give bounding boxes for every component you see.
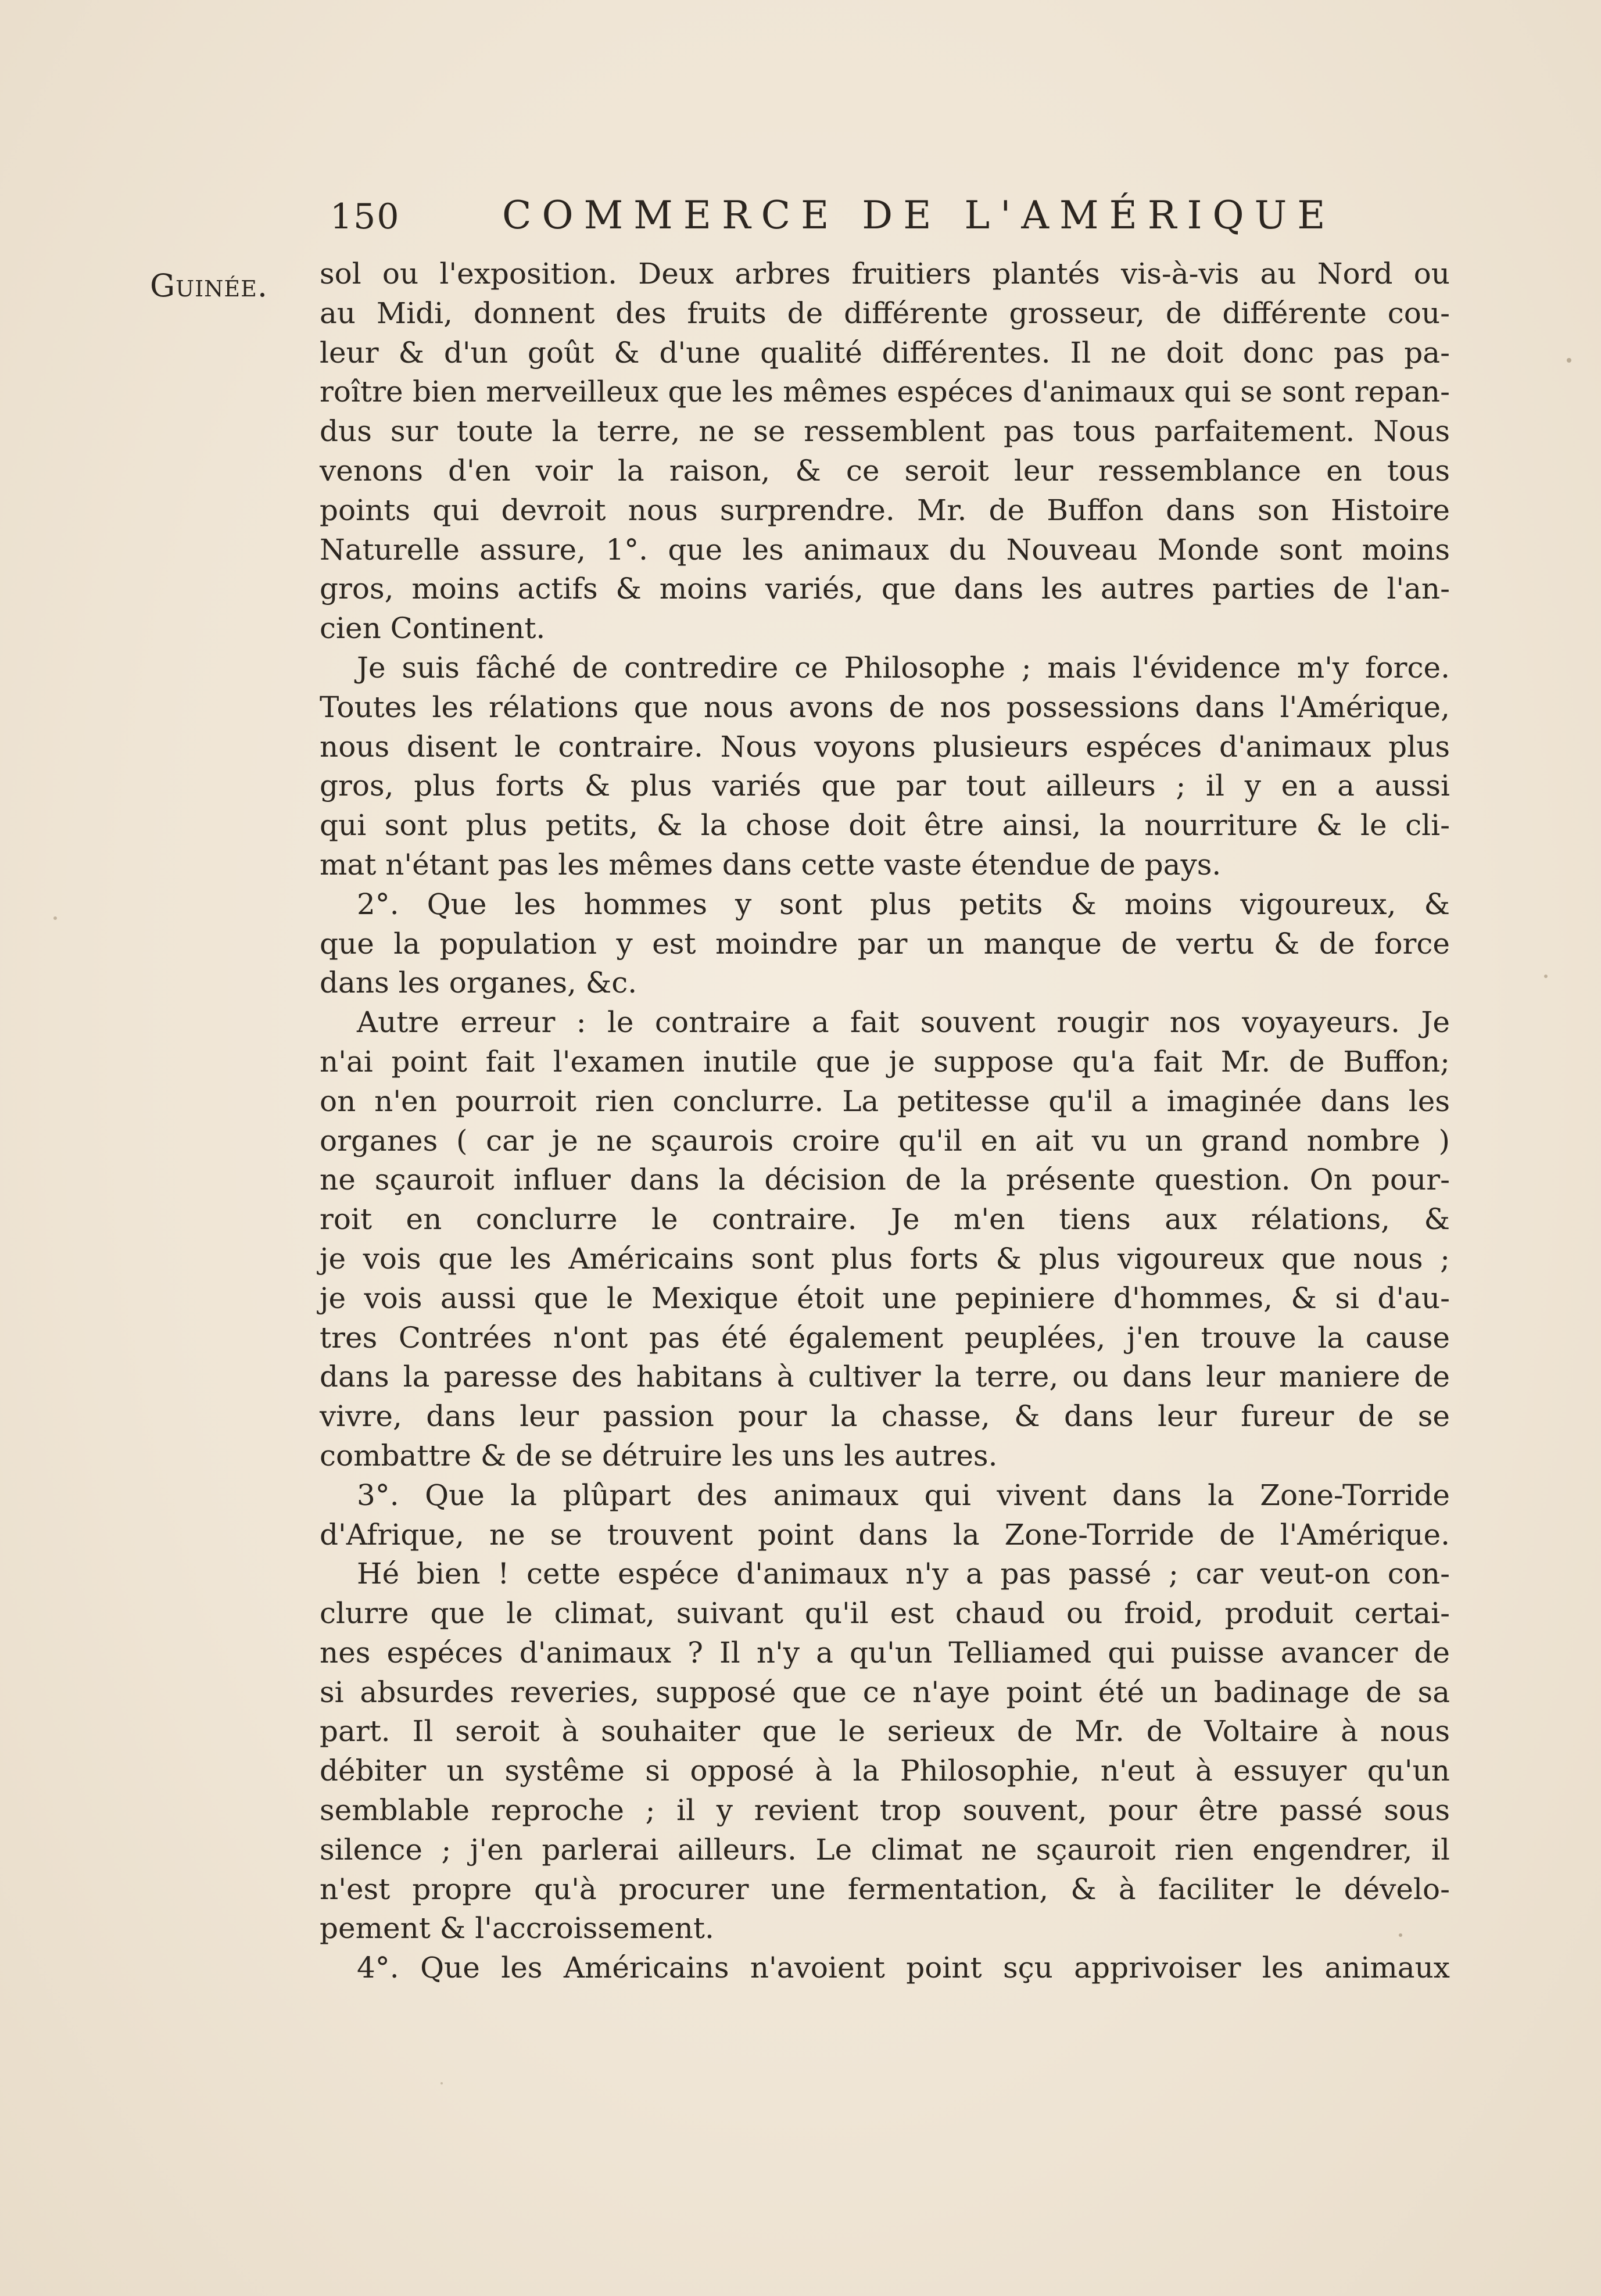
text-line: tres Contrées n'ont pas été également peuplées, j'en trouve la cause: [320, 1320, 1450, 1355]
body-text: [320, 255, 1450, 1988]
text-line: dans les organes, &c.: [320, 966, 637, 1000]
text-line: roître bien merveilleux que les mêmes espéces d'animaux qui se sont repan-: [320, 375, 1450, 409]
text-line: que la population y est moindre par un manque de vertu & de force: [320, 926, 1450, 961]
text-line: nes espéces d'animaux ? Il n'y a qu'un Telliamed qui puisse avancer de: [320, 1635, 1450, 1670]
paper-speck: [1544, 975, 1548, 978]
text-line: semblable reproche ; il y revient trop souvent, pour être passé sous: [320, 1793, 1450, 1828]
text-line: Toutes les rélations que nous avons de nos possessions dans l'Amérique,: [320, 690, 1450, 724]
text-line: combattre & de se détruire les uns les autres.: [320, 1438, 998, 1473]
page-header: [330, 191, 1336, 249]
text-line: dans la paresse des habitans à cultiver la terre, ou dans leur maniere de: [320, 1360, 1450, 1394]
text-line: silence ; j'en parlerai ailleurs. Le climat ne sçauroit rien engendrer, il: [320, 1832, 1450, 1867]
text-line: si absurdes reveries, supposé que ce n'aye point été un badinage de sa: [320, 1675, 1450, 1709]
text-line: Je suis fâché de contredire ce Philosophe ; mais l'évidence m'y force.: [357, 650, 1450, 685]
text-line: sol ou l'exposition. Deux arbres fruitiers plantés vis-à-vis au Nord ou: [320, 257, 1450, 291]
text-line: gros, plus forts & plus variés que par tout ailleurs ; il y en a aussi: [320, 769, 1450, 803]
text-line: Hé bien ! cette espéce d'animaux n'y a pas passé ; car veut-on con-: [357, 1557, 1450, 1591]
text-line: n'est propre qu'à procurer une fermentation, & à faciliter le dévelo-: [320, 1872, 1450, 1906]
text-line: mat n'étant pas les mêmes dans cette vaste étendue de pays.: [320, 847, 1222, 882]
text-line: gros, moins actifs & moins variés, que dans les autres parties de l'an-: [320, 572, 1450, 606]
page-number: 150: [330, 196, 400, 237]
text-line: points qui devroit nous surprendre. Mr. de Buffon dans son Histoire: [320, 493, 1450, 527]
text-line: au Midi, donnent des fruits de différente grosseur, de différente cou-: [320, 296, 1450, 330]
text-line: débiter un systême si opposé à la Philosophie, n'eut à essuyer qu'un: [320, 1754, 1450, 1788]
text-line: dus sur toute la terre, ne se ressemblent pas tous parfaitement. Nous: [320, 414, 1450, 449]
text-line: 2°. Que les hommes y sont plus petits & moins vigoureux, &: [357, 887, 1450, 921]
text-line: clurre que le climat, suivant qu'il est chaud ou froid, produit certai-: [320, 1596, 1450, 1631]
text-line: je vois que les Américains sont plus forts & plus vigoureux que nous ;: [320, 1241, 1450, 1276]
text-line: 3°. Que la plûpart des animaux qui vivent dans la Zone-Torride: [357, 1478, 1450, 1512]
text-line: Autre erreur : le contraire a fait souvent rougir nos voyayeurs. Je: [357, 1005, 1450, 1040]
text-line: leur & d'un goût & d'une qualité différentes. Il ne doit donc pas pa-: [320, 335, 1450, 370]
text-line: organes ( car je ne sçaurois croire qu'il en ait vu un grand nombre ): [320, 1123, 1450, 1158]
text-line: qui sont plus petits, & la chose doit être ainsi, la nourriture & le cli-: [320, 808, 1450, 843]
text-line: je vois aussi que le Mexique étoit une pepiniere d'hommes, & si d'au-: [320, 1281, 1450, 1315]
paper-speck: [1567, 358, 1571, 363]
running-title: COMMERCE DE L'AMÉRIQUE: [502, 193, 1336, 238]
paper-speck: [53, 916, 57, 920]
text-line: pement & l'accroissement.: [320, 1911, 714, 1946]
text-line: n'ai point fait l'examen inutile que je suppose qu'a fait Mr. de Buffon;: [320, 1044, 1450, 1079]
text-line: cien Continent.: [320, 611, 546, 646]
text-line: venons d'en voir la raison, & ce seroit leur ressemblance en tous: [320, 453, 1450, 488]
text-line: ne sçauroit influer dans la décision de la présente question. On pour-: [320, 1163, 1450, 1197]
text-line: part. Il seroit à souhaiter que le serieux de Mr. de Voltaire à nous: [320, 1714, 1450, 1749]
text-line: 4°. Que les Américains n'avoient point sçu apprivoiser les animaux: [357, 1951, 1450, 1985]
margin-note: Guinée.: [150, 267, 268, 304]
text-line: d'Afrique, ne se trouvent point dans la Zone-Torride de l'Amérique.: [320, 1517, 1450, 1552]
text-line: vivre, dans leur passion pour la chasse, & dans leur fureur de se: [320, 1399, 1450, 1434]
text-line: Naturelle assure, 1°. que les animaux du Nouveau Monde sont moins: [320, 532, 1450, 567]
paper-speck: [440, 2082, 443, 2084]
text-line: on n'en pourroit rien conclurre. La petitesse qu'il a imaginée dans les: [320, 1084, 1450, 1118]
text-line: roit en conclurre le contraire. Je m'en tiens aux rélations, &: [320, 1202, 1450, 1237]
text-line: nous disent le contraire. Nous voyons plusieurs espéces d'animaux plus: [320, 729, 1450, 764]
